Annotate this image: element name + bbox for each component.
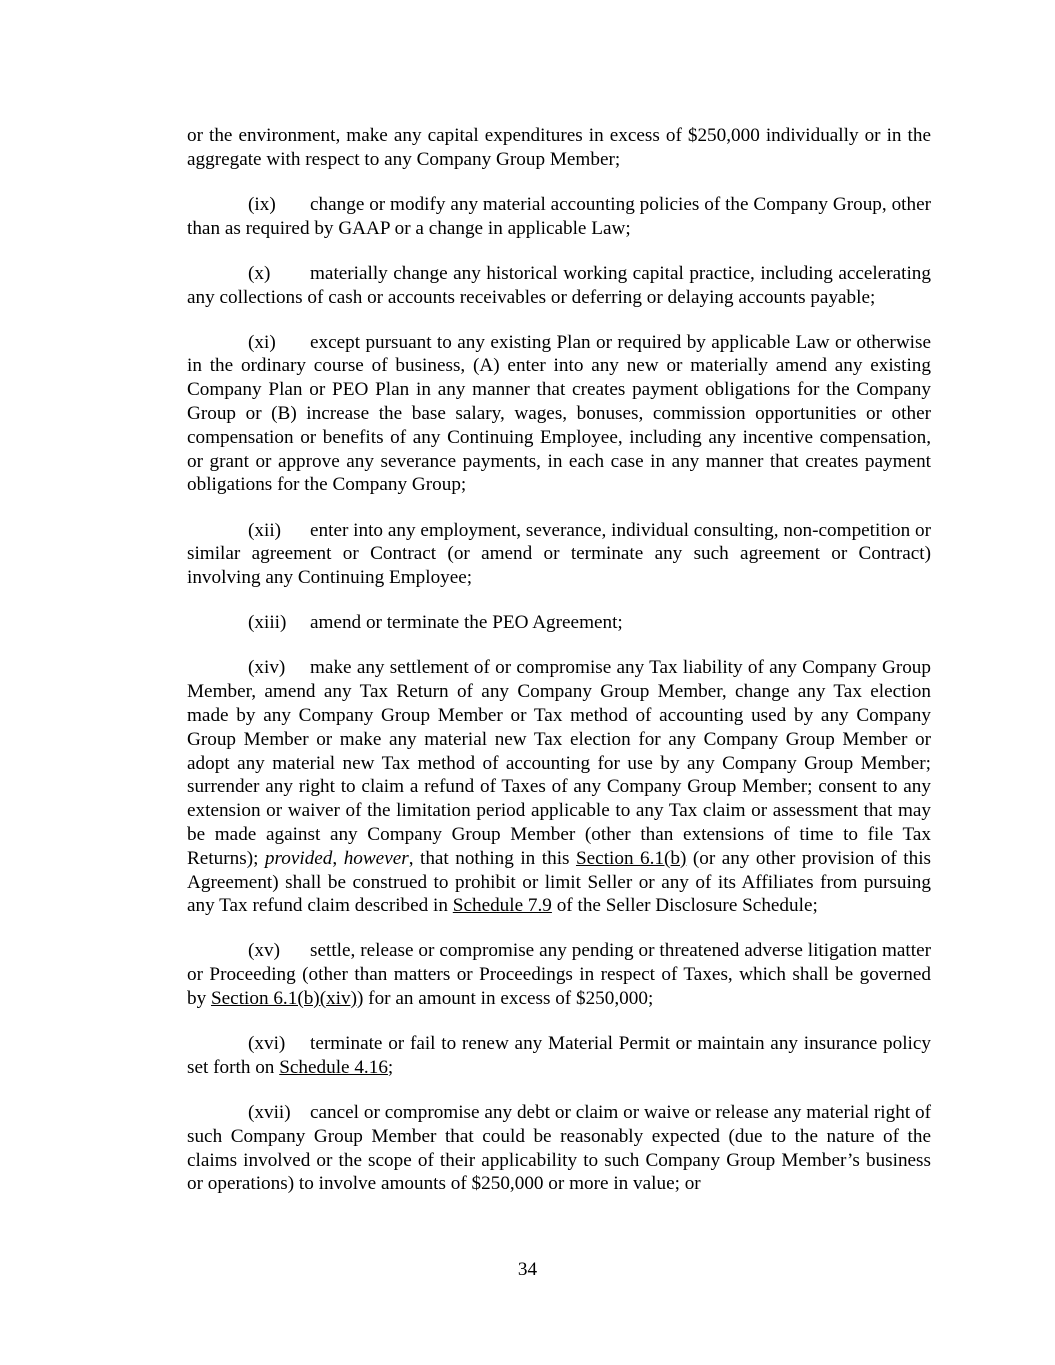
clause-text: terminate or fail to renew any Material Permit or maintain any insurance policy set forth on [187,1033,931,1078]
clause-text: ) for an amount in excess of $250,000; [357,987,654,1009]
clause-xii [187,519,931,590]
italic-however: however [343,847,409,869]
clause-number: (xv) [248,940,280,962]
italic-provided: provided [264,847,333,869]
clause-xi [187,331,931,498]
clause-number: (xvi) [248,1033,286,1055]
clause-text: except pursuant to any existing Plan or required by applicable Law or otherwise in the ordinary course of business, (A) enter into any new or materially amend any existing Company Plan or PEO Plan in any manner that creates payment obligations for the Company Group or (B) increase the base salary, wages, bonuses, commission opportunities or other compensation or benefits of any Continuing Employee, including any incentive compensation, or grant or approve any severance payments, in each case in any manner that creates payment obligations for the Company Group; [187,331,931,496]
clause-xiv [187,656,931,918]
section-reference-link[interactable]: Section 6.1(b)(xiv) [210,987,357,1009]
clause-xiii [187,611,931,635]
clause-text: make any settlement of or compromise any Tax liability of any Company Group Member, amend any Tax Return of any Company Group Member, change any Tax election made by any Company Group Member or Tax method of accounting used by any Company Group Member or make any material new Tax election for any Company Group Member or adopt any material new Tax method of accounting for use by any Company Group Member; surrender any right to claim a refund of Taxes of any Company Group Member; consent to any extension or waiver of the limitation period applicable to any Tax claim or assessment that may be made against any Company Group Member (other than extensions of time to file Tax Returns); [187,657,931,869]
clause-number: (xiv) [248,657,286,679]
clause-ix [187,193,931,241]
clause-number: (ix) [248,193,276,215]
clause-x [187,262,931,310]
paragraph-continuation [187,124,931,172]
clause-text: , that nothing in this [408,847,570,869]
clause-text: amend or terminate the PEO Agreement; [310,612,623,634]
schedule-reference-link[interactable]: Schedule 7.9 [452,895,552,917]
schedule-reference-link[interactable]: Schedule 4.16 [279,1056,388,1078]
clause-text: settle, release or compromise any pending or threatened adverse litigation matter or Proceeding (other than matters or Proceedings in respect of Taxes, which shall be governed by [187,940,931,1009]
clause-xvi [187,1032,931,1080]
clause-text: cancel or compromise any debt or claim or waive or release any material right of such Company Group Member that could be reasonably expected (due to the nature of the claims involved or the scope of their applicability to such Company Group Member’s business or operations) to involve amounts of $250,000 or more in value; or [187,1101,931,1195]
clause-text: materially change any historical working capital practice, including accelerating any collections of cash or accounts receivables or deferring or delaying accounts payable; [187,262,931,308]
clause-number: (xii) [248,519,282,541]
clause-xvii [187,1101,931,1196]
clause-text: (or any other provision of this Agreement) shall be construed to prohibit or limit Seller or any of its Affiliates from pursuing any Tax refund claim described in [187,847,931,917]
comma: , [332,847,338,869]
clause-number: (x) [248,262,271,284]
clause-number: (xiii) [248,612,287,634]
clause-text: change or modify any material accounting policies of the Company Group, other than as required by GAAP or a change in applicable Law; [187,193,931,239]
clause-text: enter into any employment, severance, individual consulting, non-competition or similar agreement or Contract (or amend or terminate any such agreement or Contract) involving any Continuing Employee; [187,519,931,589]
clause-text: of the Seller Disclosure Schedule; [556,895,818,917]
clause-xv [187,939,931,1010]
clause-number: (xi) [248,331,276,353]
clause-text: ; [387,1056,394,1078]
section-reference-link[interactable]: Section 6.1(b) [575,847,687,869]
paragraph-text: or the environment, make any capital expenditures in excess of $250,000 individually or in the aggregate with respect to any Company Group Member; [187,125,931,170]
page-number: 34 [517,1259,538,1280]
document-body [187,124,931,1217]
clause-number: (xvii) [248,1101,291,1123]
